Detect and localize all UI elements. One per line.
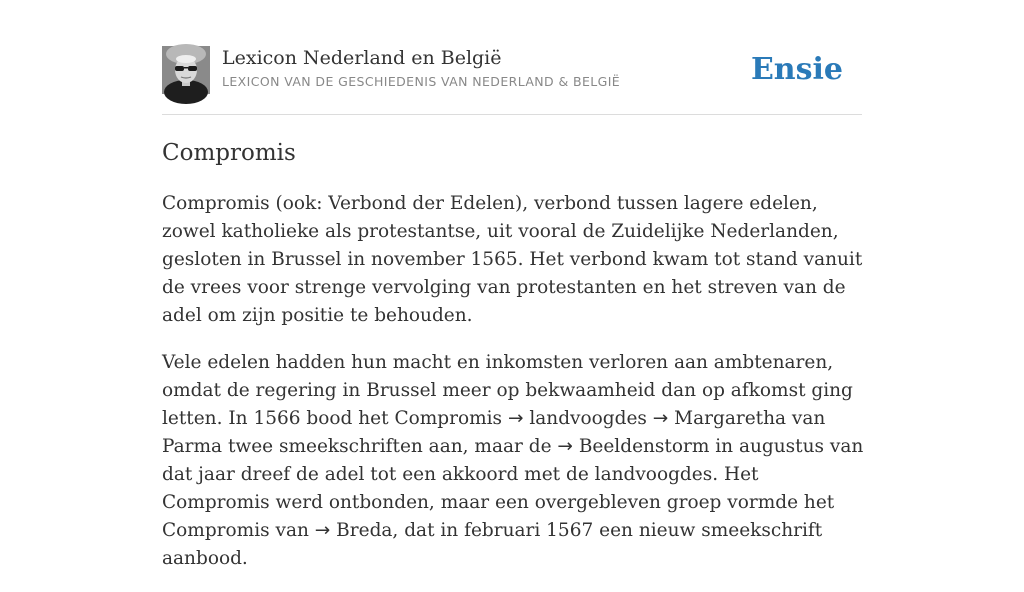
article-title: Compromis [162,140,296,166]
ensie-logo-link[interactable]: Ensie [750,52,843,87]
link-label: Margaretha van Parma twee smeekschriften aan, maar de [162,408,826,457]
link-label: Beeldenstorm in augustus van dat jaar dreef de adel tot een akkoord met de landvoogdes. Het Compromis werd ontbonden, maar een overgebleven groep vormde het Compromis van [162,436,864,541]
arrow-right-icon: → [507,408,524,429]
link-label: landvoogdes [523,408,653,429]
site-title[interactable]: Lexicon Nederland en België [222,47,502,69]
arrow-right-icon: → [314,520,331,541]
link-landvoogdes[interactable] [508,408,653,429]
avatar-portrait-icon [162,46,210,94]
site-subtitle: LEXICON VAN DE GESCHIEDENIS VAN NEDERLAND & BELGIË [222,74,621,89]
arrow-right-icon: → [652,408,669,429]
paragraph-2-text: Vele edelen hadden hun macht en inkomsten verloren aan ambtenaren, omdat de regering in Brussel meer op bekwaamheid dan op afkomst ging letten. In 1566 bood het Compromis [162,352,853,429]
arrow-right-icon: → [557,436,573,457]
paragraph-1: Compromis (ook: Verbond der Edelen), verbond tussen lagere edelen, zowel katholieke als protestantse, uit vooral de Zuidelijke Nederlanden, gesloten in Brussel in november 1565. Het verbond kwam tot stand vanuit de vrees voor strenge vervolging van protestanten en het streven van de adel om zijn positie te behouden. [162,193,863,326]
link-label: Breda, dat in februari 1567 een nieuw smeekschrift aanbood. [162,520,823,569]
site-header [162,46,862,115]
author-avatar[interactable] [162,46,210,94]
article-body [162,190,867,592]
paragraph-2 [162,349,867,573]
